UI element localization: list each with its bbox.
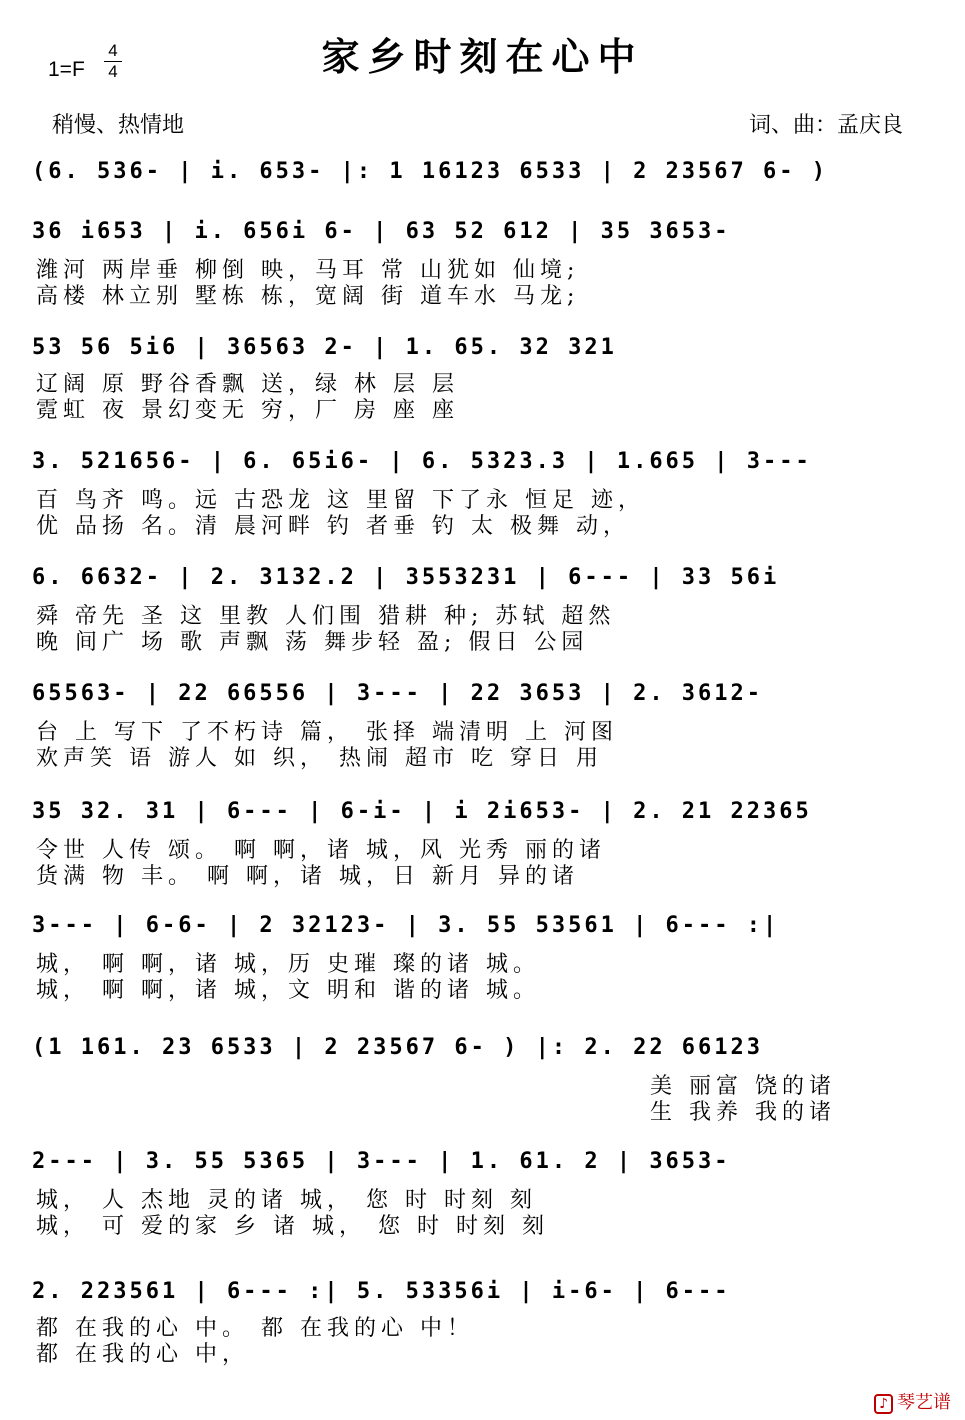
system-4-lyric-verse-2: 优 品扬 名。清 晨河畔 钓 者垂 钓 太 极舞 动， (36, 514, 630, 539)
system-2-notes: 36 i653 | i. 656i 6- | 63 52 612 | 35 3653- (32, 219, 731, 244)
time-signature-bottom: 4 (108, 62, 118, 81)
credit-line: 词、曲：孟庆良 (748, 113, 903, 138)
system-2-lyric-verse-1: 潍河 两岸垂 柳倒 映，马耳 常 山犹如 仙境; (36, 258, 580, 283)
system-3-notes: 53 56 5i6 | 36563 2- | 1. 65. 32 321 (32, 335, 617, 360)
system-9-lyric-verse-2: 生 我养 我的诸 (650, 1100, 836, 1125)
system-5-notes: 6. 6632- | 2. 3132.2 | 3553231 | 6--- | 33 56i (32, 565, 780, 590)
system-7-notes: 35 32. 31 | 6--- | 6-i- | i 2i653- | 2. 21 22365 (32, 799, 812, 824)
watermark-icon: ♪ (874, 1394, 893, 1414)
system-3-lyric-verse-1: 辽阔 原 野谷香飘 送，绿 林 层 层 (36, 372, 459, 397)
watermark-logo (874, 1388, 951, 1414)
system-8-notes: 3--- | 6-6- | 2 32123- | 3. 55 53561 | 6--- :| (32, 913, 780, 938)
system-6-lyric-verse-1: 台 上 写下 了不朽诗 篇， 张择 端清明 上 河图 (36, 720, 618, 745)
system-4-lyric-verse-1: 百 鸟齐 鸣。远 古恐龙 这 里留 下了永 恒足 迹， (36, 488, 645, 513)
system-8-lyric-verse-1: 城， 啊 啊，诸 城，历 史璀 璨的诸 城。 (36, 952, 540, 977)
system-9-lyric-verse-1: 美 丽富 饶的诸 (650, 1074, 836, 1099)
system-11-lyric-verse-2: 都 在我的心 中， (36, 1342, 249, 1367)
system-2-lyric-verse-2: 高楼 林立别 墅栋 栋，宽阔 街 道车水 马龙; (36, 284, 580, 309)
system-7-lyric-verse-1: 令世 人传 颂。 啊 啊，诸 城，风 光秀 丽的诸 (36, 838, 606, 863)
system-11-notes: 2. 223561 | 6--- :| 5. 53356i | i-6- | 6--- (32, 1279, 731, 1304)
system-9-notes: (1 161. 23 6533 | 2 23567 6- ) |: 2. 22 66123 (32, 1035, 764, 1060)
system-8-lyric-verse-2: 城， 啊 啊，诸 城，文 明和 谐的诸 城。 (36, 978, 540, 1003)
system-1-notes: (6. 536- | i. 653- |: 1 16123 6533 | 2 23567 6- ) (32, 159, 829, 184)
system-5-lyric-verse-1: 舜 帝先 圣 这 里教 人们围 猎耕 种; 苏轼 超然 (36, 604, 616, 629)
system-6-notes: 65563- | 22 66556 | 3--- | 22 3653 | 2. 3612- (32, 681, 764, 706)
time-signature-top: 4 (108, 41, 118, 60)
system-10-lyric-verse-1: 城， 人 杰地 灵的诸 城， 您 时 时刻 刻 (36, 1188, 537, 1213)
tempo-marking: 稍慢、热情地 (52, 113, 185, 138)
system-4-notes: 3. 521656- | 6. 65i6- | 6. 5323.3 | 1.665 | 3--- (32, 449, 812, 474)
song-title: 家乡时刻在心中 (321, 34, 644, 79)
system-10-lyric-verse-2: 城， 可 爱的家 乡 诸 城， 您 时 时刻 刻 (36, 1214, 549, 1239)
system-11-lyric-verse-1: 都 在我的心 中。 都 在我的心 中！ (36, 1316, 474, 1341)
system-10-notes: 2--- | 3. 55 5365 | 3--- | 1. 61. 2 | 3653- (32, 1149, 731, 1174)
key-signature: 1=F (48, 58, 85, 81)
system-5-lyric-verse-2: 晚 间广 场 歌 声飘 荡 舞步轻 盈; 假日 公园 (36, 630, 589, 655)
system-7-lyric-verse-2: 货满 物 丰。 啊 啊，诸 城，日 新月 异的诸 (36, 864, 579, 889)
watermark-text: 琴艺谱 (897, 1392, 951, 1413)
system-6-lyric-verse-2: 欢声笑 语 游人 如 织， 热闹 超市 吃 穿日 用 (36, 746, 603, 771)
system-3-lyric-verse-2: 霓虹 夜 景幻变无 穷，厂 房 座 座 (36, 398, 459, 423)
